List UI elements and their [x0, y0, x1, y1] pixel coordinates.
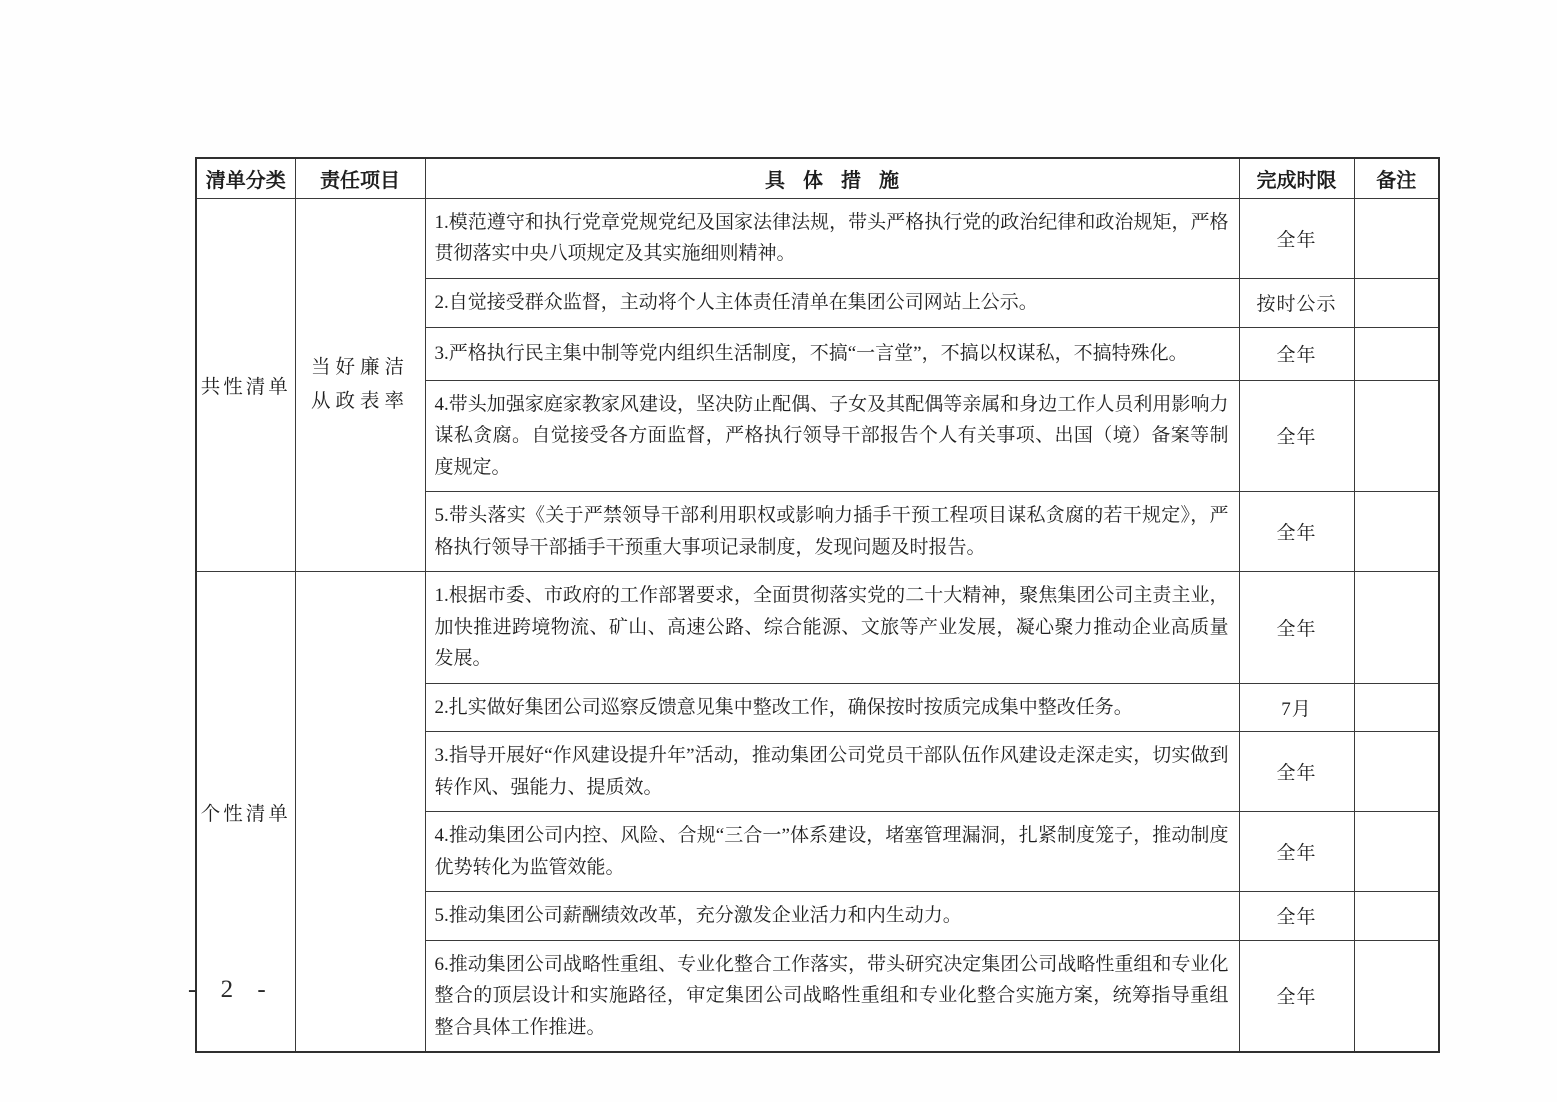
measure-cell: 3.指导开展好“作风建设提升年”活动，推动集团公司党员干部队伍作风建设走深走实，切实做到转作风、强能力、提质效。	[425, 732, 1239, 812]
table-header-row	[196, 158, 1439, 198]
page-number: - 2 -	[188, 976, 275, 1003]
measure-cell: 3.严格执行民主集中制等党内组织生活制度，不搞“一言堂”，不搞以权谋私，不搞特殊化。	[425, 327, 1239, 380]
header-project: 责任项目	[295, 158, 425, 198]
table-row	[196, 572, 1439, 684]
measure-cell: 5.带头落实《关于严禁领导干部利用职权或影响力插手干预工程项目谋私贪腐的若干规定》，严格执行领导干部插手干预重大事项记录制度，发现问题及时报告。	[425, 492, 1239, 572]
deadline-cell: 全年	[1239, 380, 1354, 492]
remark-cell	[1354, 683, 1439, 732]
measure-cell: 5.推动集团公司薪酬绩效改革，充分激发企业活力和内生动力。	[425, 892, 1239, 941]
responsibility-list-table	[195, 157, 1440, 1053]
deadline-cell: 全年	[1239, 892, 1354, 941]
remark-cell	[1354, 572, 1439, 684]
remark-cell	[1354, 892, 1439, 941]
deadline-cell: 7月	[1239, 683, 1354, 732]
header-remarks: 备注	[1354, 158, 1439, 198]
header-measures: 具体措施	[425, 158, 1239, 198]
remark-cell	[1354, 380, 1439, 492]
remark-cell	[1354, 278, 1439, 327]
deadline-cell: 全年	[1239, 327, 1354, 380]
header-deadline: 完成时限	[1239, 158, 1354, 198]
measure-cell: 1.根据市委、市政府的工作部署要求，全面贯彻落实党的二十大精神，聚焦集团公司主责主业，加快推进跨境物流、矿山、高速公路、综合能源、文旅等产业发展，凝心聚力推动企业高质量发展。	[425, 572, 1239, 684]
deadline-cell: 全年	[1239, 572, 1354, 684]
project-label-line2: 从政表率	[310, 390, 409, 412]
section-project-cell	[295, 572, 425, 1053]
remark-cell	[1354, 812, 1439, 892]
measure-cell: 4.推动集团公司内控、风险、合规“三合一”体系建设，堵塞管理漏洞，扎紧制度笼子，推动制度优势转化为监管效能。	[425, 812, 1239, 892]
section-category-cell: 共性清单	[196, 198, 295, 572]
section-project-cell	[295, 198, 425, 572]
section-category-cell: 个性清单	[196, 572, 295, 1053]
measure-cell: 1.模范遵守和执行党章党规党纪及国家法律法规，带头严格执行党的政治纪律和政治规矩，严格贯彻落实中央八项规定及其实施细则精神。	[425, 198, 1239, 278]
remark-cell	[1354, 198, 1439, 278]
measure-cell: 4.带头加强家庭家教家风建设，坚决防止配偶、子女及其配偶等亲属和身边工作人员利用影响力谋私贪腐。自觉接受各方面监督，严格执行领导干部报告个人有关事项、出国（境）备案等制度规定。	[425, 380, 1239, 492]
header-category: 清单分类	[196, 158, 295, 198]
remark-cell	[1354, 492, 1439, 572]
deadline-cell: 全年	[1239, 198, 1354, 278]
measure-cell: 6.推动集团公司战略性重组、专业化整合工作落实，带头研究决定集团公司战略性重组和专业化整合的顶层设计和实施路径，审定集团公司战略性重组和专业化整合实施方案，统筹指导重组整合具体工作推进。	[425, 940, 1239, 1052]
remark-cell	[1354, 327, 1439, 380]
remark-cell	[1354, 940, 1439, 1052]
deadline-cell: 全年	[1239, 732, 1354, 812]
deadline-cell: 全年	[1239, 940, 1354, 1052]
project-label-line1: 当好廉洁	[310, 356, 409, 378]
deadline-cell: 按时公示	[1239, 278, 1354, 327]
deadline-cell: 全年	[1239, 812, 1354, 892]
measure-cell: 2.扎实做好集团公司巡察反馈意见集中整改工作，确保按时按质完成集中整改任务。	[425, 683, 1239, 732]
deadline-cell: 全年	[1239, 492, 1354, 572]
table-row	[196, 198, 1439, 278]
measure-cell: 2.自觉接受群众监督，主动将个人主体责任清单在集团公司网站上公示。	[425, 278, 1239, 327]
remark-cell	[1354, 732, 1439, 812]
